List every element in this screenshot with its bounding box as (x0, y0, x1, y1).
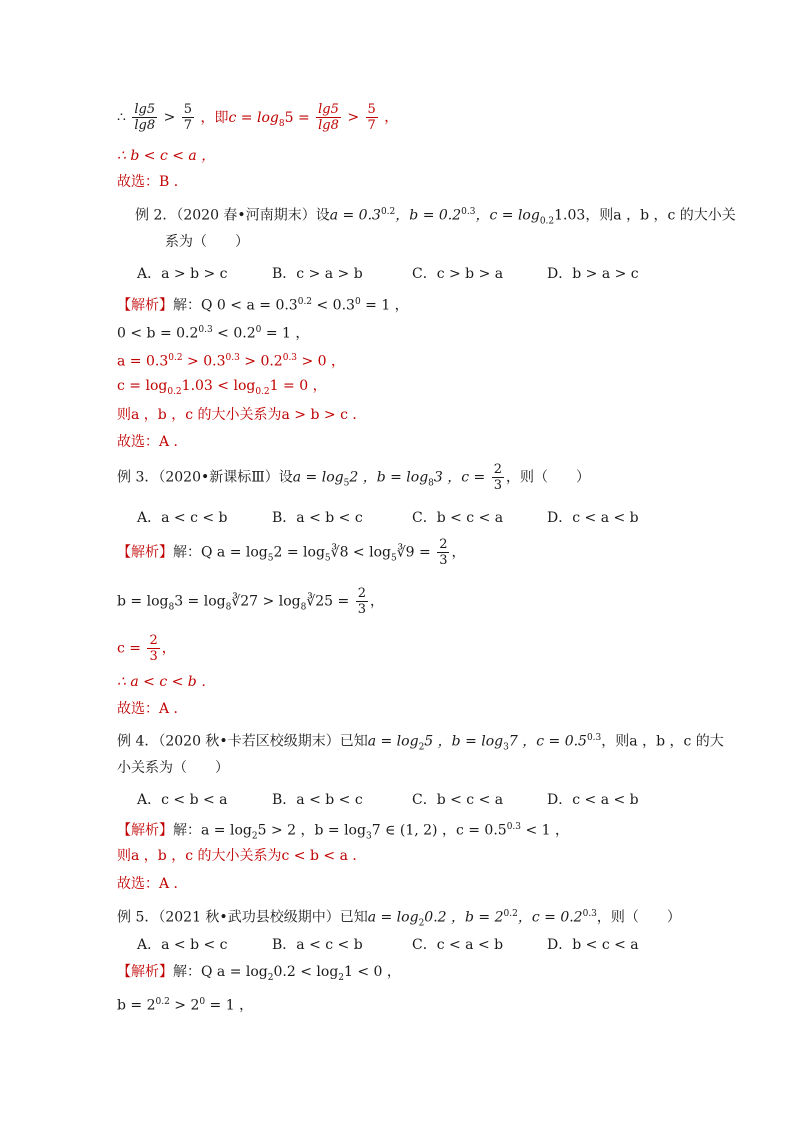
ex4-heading-2: 小关系为（ ） (117, 760, 229, 776)
ex2-sol-5: 则a ，b ，c 的大小关系为a > b > c ． (117, 407, 367, 423)
ex2-sol-3: $a = 0.3^{0.2} > 0.3^{0.3} > 0.2^{0.3} > 0$ ， (117, 353, 346, 370)
ex5-heading: 例 5．（2021 秋•武功县校级期中）已知$a = \log_20.2$ ，$b = 2^{0.2}$，$c = 0.2^{0.3}$，则（ ） (117, 909, 681, 929)
top-line-2: ∴ b < c < a ， (117, 148, 216, 164)
fraction-lg5-lg8-2: $\frac{\lg 5}{\lg 8}$ (318, 102, 339, 133)
ex3-fraction: $\frac{2}{3}$ (493, 462, 503, 493)
ex2-heading: 例 2．（2020 春•河南期末）设$a = 0.3^{0.2}$，$b = 0.2^{0.3}$，$c = \log_{0.2}1.03$，则a ，b ，c 的大小关 (135, 207, 736, 227)
ex2-sol-2: $0 < b = 0.2^{0.3} < 0.2^0 = 1$ ， (117, 325, 310, 342)
ex3-option-a: A．a < c < b (137, 510, 228, 526)
ex3-option-c: C．b < c < a (412, 510, 504, 526)
ex2-option-b: B．c > a > b (272, 266, 363, 282)
ex5-option-b: B．a < c < b (272, 937, 363, 953)
ex2-sol-1: 【解析】解：Q $0 < a = 0.3^{0.2} < 0.3^0 = 1$ ， (117, 297, 409, 314)
ex4-option-a: A．c < b < a (137, 792, 228, 808)
ex3-sol-1: 【解析】解：Q $a = \log_52$ = $\log_5∛8$ < $\log_5∛9$ = $\frac{2}{3}$ ， (117, 537, 466, 568)
ex2-answer: 故选：A ． (117, 434, 188, 450)
ex2-sol-4: $c = \log_{0.2}1.03 < \log_{0.2}1 = 0$ ， (117, 378, 327, 397)
ex3-sol1-fraction: $\frac{2}{3}$ (439, 537, 448, 568)
ex5-option-c: C．c < a < b (412, 937, 504, 953)
analysis-tag: 【解析】 (117, 964, 173, 980)
ex4-option-b: B．a < b < c (272, 792, 363, 808)
analysis-tag: 【解析】 (117, 544, 173, 561)
ex2-heading-2: 系为（ ） (165, 234, 249, 250)
ex3-heading: 例 3．（2020•新课标Ⅲ）设$a = \log_52$ ，$b = \log_83$ ，c = $\frac{2}{3}$ ，则（ ） (117, 462, 591, 493)
ex2-option-d: D．b > a > c (547, 266, 639, 282)
fraction-5-7: $\frac{5}{7}$ (183, 102, 193, 133)
ex5-sol-1: 【解析】解：Q $a = \log_20.2 < \log_21 < 0$ ， (117, 964, 401, 983)
ex4-option-d: D．c < a < b (547, 792, 639, 808)
ex3-option-d: D．c < a < b (547, 510, 639, 526)
ex4-option-c: C．b < c < a (412, 792, 504, 808)
ex2-option-a: A．a > b > c (137, 266, 228, 282)
analysis-tag: 【解析】 (117, 297, 173, 314)
ex2-option-c: C．c > b > a (412, 266, 504, 282)
ex3-answer: 故选：A ． (117, 701, 188, 717)
fraction-5-7-2: $\frac{5}{7}$ (367, 102, 376, 133)
ex5-sol-2: $b = 2^{0.2} > 2^0 = 1$ ， (117, 997, 254, 1014)
ex5-option-a: A．a < b < c (137, 937, 228, 953)
ex4-sol-1: 【解析】解：$a = \log_25 > 2$ ，$b = \log_37$ ∈ (1, 2) ，$c = 0.5^{0.3} < 1$ ， (117, 822, 570, 842)
analysis-tag: 【解析】 (117, 822, 173, 839)
ex4-answer: 故选：A ． (117, 876, 188, 892)
ex4-heading: 例 4．（2020 秋•卡若区校级期末）已知$a = \log_25$ ，$b = \log_37$ ，$c = 0.5^{0.3}$，则a ，b ，c 的大 (117, 733, 724, 753)
ex3-sol-2: $b = \log_83$ = $\log_8∛27$ > $\log_8∛25$ = $\frac{2}{3}$ ， (117, 586, 384, 617)
therefore-symbol: ∴ (117, 109, 126, 126)
fraction-lg5-lg8: $\frac{\lg 5}{\lg 8}$ (134, 102, 156, 133)
ex4-sol-2: 则a ，b ，c 的大小关系为c < b < a ． (117, 848, 367, 864)
top-answer: 故选：B ． (117, 174, 188, 190)
ex3-option-b: B．a < b < c (272, 510, 363, 526)
ex5-option-d: D．b < c < a (547, 937, 639, 953)
top-line-1: ∴ $\frac{\lg 5}{\lg 8}$ > $\frac{5}{7}$ ，即$c = \log_85$ = $\frac{\lg 5}{\lg 8}$ > $\frac{5}{7}$ ， (117, 102, 399, 133)
ex3-sol2-fraction: $\frac{2}{3}$ (357, 586, 366, 617)
ex3-sol-3: c = $\frac{2}{3}$ ， (117, 633, 176, 664)
ex3-sol3-fraction: $\frac{2}{3}$ (149, 633, 158, 664)
ex3-sol-4: ∴ a < c < b ． (117, 674, 216, 690)
